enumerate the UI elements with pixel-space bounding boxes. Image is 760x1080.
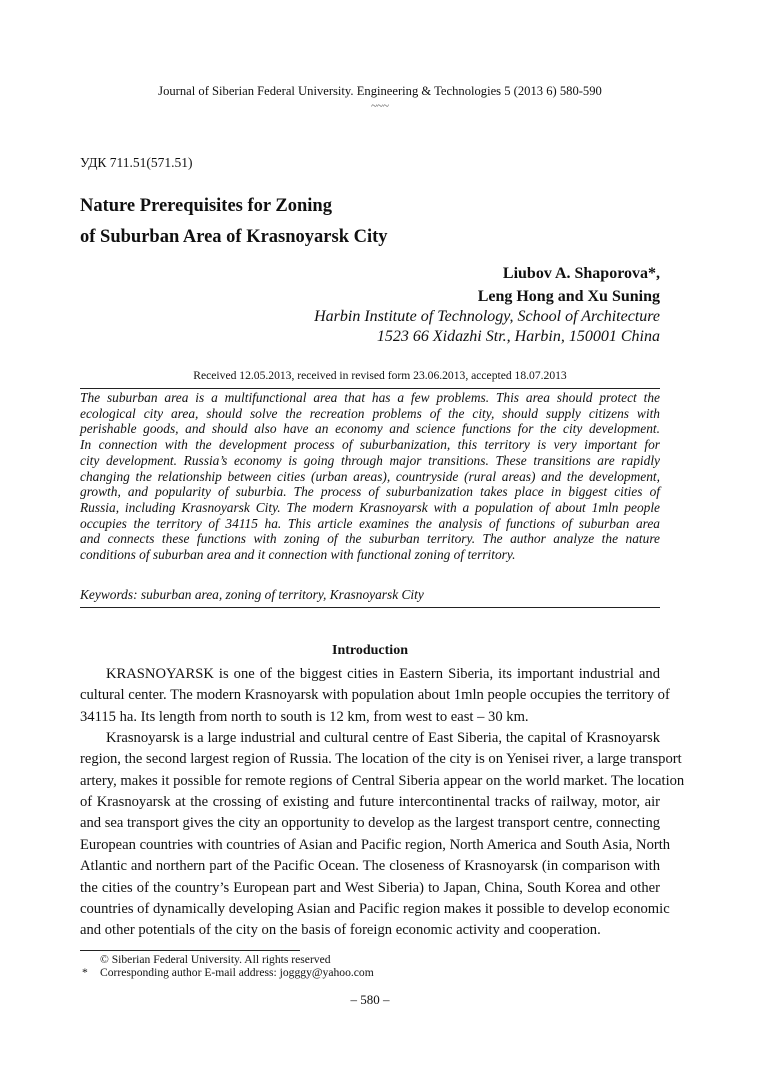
- abstract-line: conditions of suburban area and it connection with functional zoning of territory.: [80, 547, 516, 562]
- udc-code: УДК 711.51(571.51): [80, 155, 193, 170]
- body-line: of Krasnoyarsk at the crossing of existing and future intercontinental tracks of railway, motor, air: [80, 794, 660, 811]
- abstract-top-rule: [80, 388, 660, 389]
- page-number: – 580 –: [350, 992, 390, 1007]
- footnote-email: Corresponding author E-mail address: jogggy@yahoo.com: [100, 966, 374, 979]
- authors-line-1: Liubov A. Shaporova*,: [502, 265, 660, 282]
- body-line: and sea transport gives the city an opportunity to develop as the largest transport centre, connecting: [80, 815, 661, 832]
- journal-header: Journal of Siberian Federal University. Engineering & Technologies 5 (2013 6) 580-590: [158, 84, 602, 98]
- body-line: Krasnoyarsk is a large industrial and cultural centre of East Siberia, the capital of Krasnoyarsk: [106, 730, 660, 747]
- body-line: countries of dynamically developing Asian and Pacific region makes it possible to develop economic: [80, 900, 670, 917]
- body-line: artery, makes it possible for remote regions of Central Siberia appear on the world market. The location: [80, 772, 685, 789]
- footnote-copyright: © Siberian Federal University. All rights reserved: [100, 953, 331, 966]
- keywords: Keywords: suburban area, zoning of territory, Krasnoyarsk City: [80, 587, 424, 602]
- section-heading: Introduction: [332, 643, 408, 658]
- abstract-line: Russia, including Krasnoyarsk City. The modern Krasnoyarsk with a population of about 1mln people: [80, 499, 660, 515]
- abstract-line: changing the relationship between cities (urban areas), countryside (rural areas) and the development,: [80, 468, 660, 484]
- authors-line-2: Leng Hong and Xu Suning: [477, 288, 660, 305]
- body-line: Atlantic and northern part of the Pacific Ocean. The closeness of Krasnoyarsk (in comparison with: [80, 858, 660, 875]
- affiliation-line-1: Harbin Institute of Technology, School of Architecture: [314, 308, 660, 325]
- body-line: KRASNOYARSK is one of the biggest cities in Eastern Siberia, its important industrial and: [106, 666, 660, 682]
- body-line: and other potentials of the city on the basis of foreign economic activity and cooperation.: [80, 922, 601, 939]
- affiliation-line-2: 1523 66 Xidazhi Str., Harbin, 150001 China: [376, 328, 660, 345]
- paper-title-line-2: of Suburban Area of Krasnoyarsk City: [80, 227, 388, 247]
- abstract-line: The suburban area is a multifunctional area that has a few problems. This area should protect the: [80, 390, 660, 405]
- body-line: region, the second largest region of Russia. The location of the city is on Yenisei river, a large transport: [80, 751, 682, 768]
- body-line: European countries with countries of Asian and Pacific region, North America and South Asia, North: [80, 836, 671, 853]
- body-line: 34115 ha. Its length from north to south is 12 km, from west to east – 30 km.: [80, 708, 529, 725]
- abstract-line: growth, and popularity of suburbia. The process of suburbanization takes place in biggest cities of: [80, 484, 660, 500]
- footnote-mark: *: [82, 966, 88, 979]
- abstract-line: and connects these functions with zoning of the suburban territory. The author analyze the nature: [80, 531, 660, 547]
- abstract-line: occupies the territory of 34115 ha. This article examines the analysis of functions of suburban area: [80, 515, 660, 531]
- paper-title-line-1: Nature Prerequisites for Zoning: [80, 196, 332, 216]
- body-line: cultural center. The modern Krasnoyarsk with population about 1mln people occupies the territory of: [80, 687, 670, 704]
- body-line: the cities of the country’s European part and West Siberia) to Japan, China, South Korea and other: [80, 879, 660, 896]
- header-ornament: ~~~: [371, 100, 389, 112]
- received-dates: Received 12.05.2013, received in revised form 23.06.2013, accepted 18.07.2013: [193, 369, 567, 382]
- abstract-bottom-rule: [80, 607, 660, 608]
- abstract-line: city development. Russia’s economy is going through major transitions. These transitions are rapidly: [80, 452, 660, 468]
- abstract-line: ecological city area, should solve the recreation problems of the city, should supply citizens with: [80, 405, 660, 421]
- footnote-rule: [80, 950, 300, 951]
- abstract-line: perishable goods, and should also have an economy and science functions for the city development.: [80, 421, 660, 437]
- abstract-line: In connection with the development process of suburbanization, this territory is very important for: [80, 437, 660, 453]
